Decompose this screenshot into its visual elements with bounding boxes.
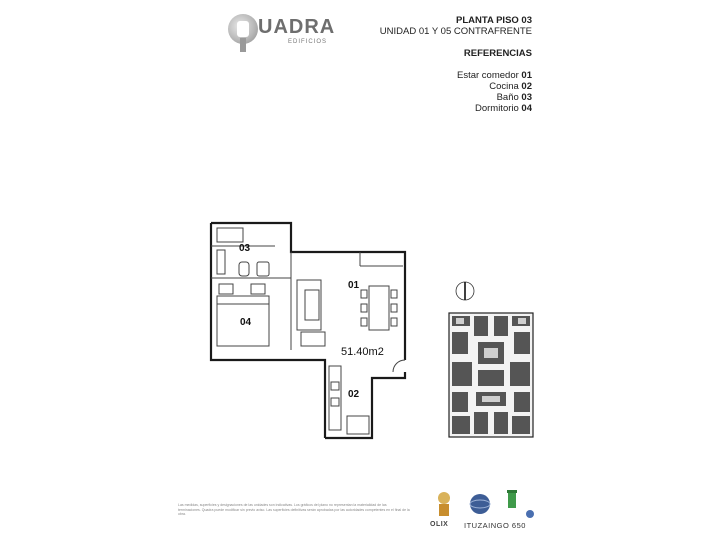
north-compass-icon	[454, 280, 476, 302]
reference-item: Baño 03	[496, 92, 532, 103]
reference-item: Cocina 02	[489, 81, 532, 92]
logo-subtitle: EDIFICIOS	[288, 39, 328, 45]
logo-wordmark: UADRA	[258, 16, 336, 38]
room-label-01: 01	[348, 280, 360, 291]
accessibility-icon	[526, 510, 534, 518]
floor-plan	[205, 220, 435, 445]
globe-icon	[470, 494, 490, 514]
area-label: 51.40m2	[341, 346, 384, 358]
building-keyplan	[448, 312, 534, 438]
floor-plan-drawing	[205, 220, 435, 445]
references-title: REFERENCIAS	[463, 48, 532, 59]
references-panel	[332, 15, 532, 114]
green-bin-icon	[508, 492, 516, 508]
unit-subtitle: UNIDAD 01 Y 05 CONTRAFRENTE	[379, 26, 532, 37]
plan-title: PLANTA PISO 03	[455, 15, 532, 26]
quadra-logo	[228, 14, 336, 54]
address-label: ITUZAINGO 650	[464, 521, 526, 530]
room-label-03: 03	[239, 243, 251, 254]
room-label-04: 04	[240, 317, 252, 328]
olix-logo-icon	[438, 492, 450, 504]
room-label-02: 02	[348, 389, 360, 400]
legal-disclaimer: Las medidas, superficies y designaciones de las unidades son indicativas. Los gráficos del plano no representan la materialidad de las terminaciones. Quadra puede modificar sin previo aviso. Las superficies definitivas serán aprobadas por las autoridades competentes en el final de la obra.	[178, 503, 410, 516]
olix-label: OLIX	[430, 521, 449, 528]
reference-item: Estar comedor 01	[457, 70, 532, 81]
reference-item: Dormitorio 04	[474, 103, 532, 114]
